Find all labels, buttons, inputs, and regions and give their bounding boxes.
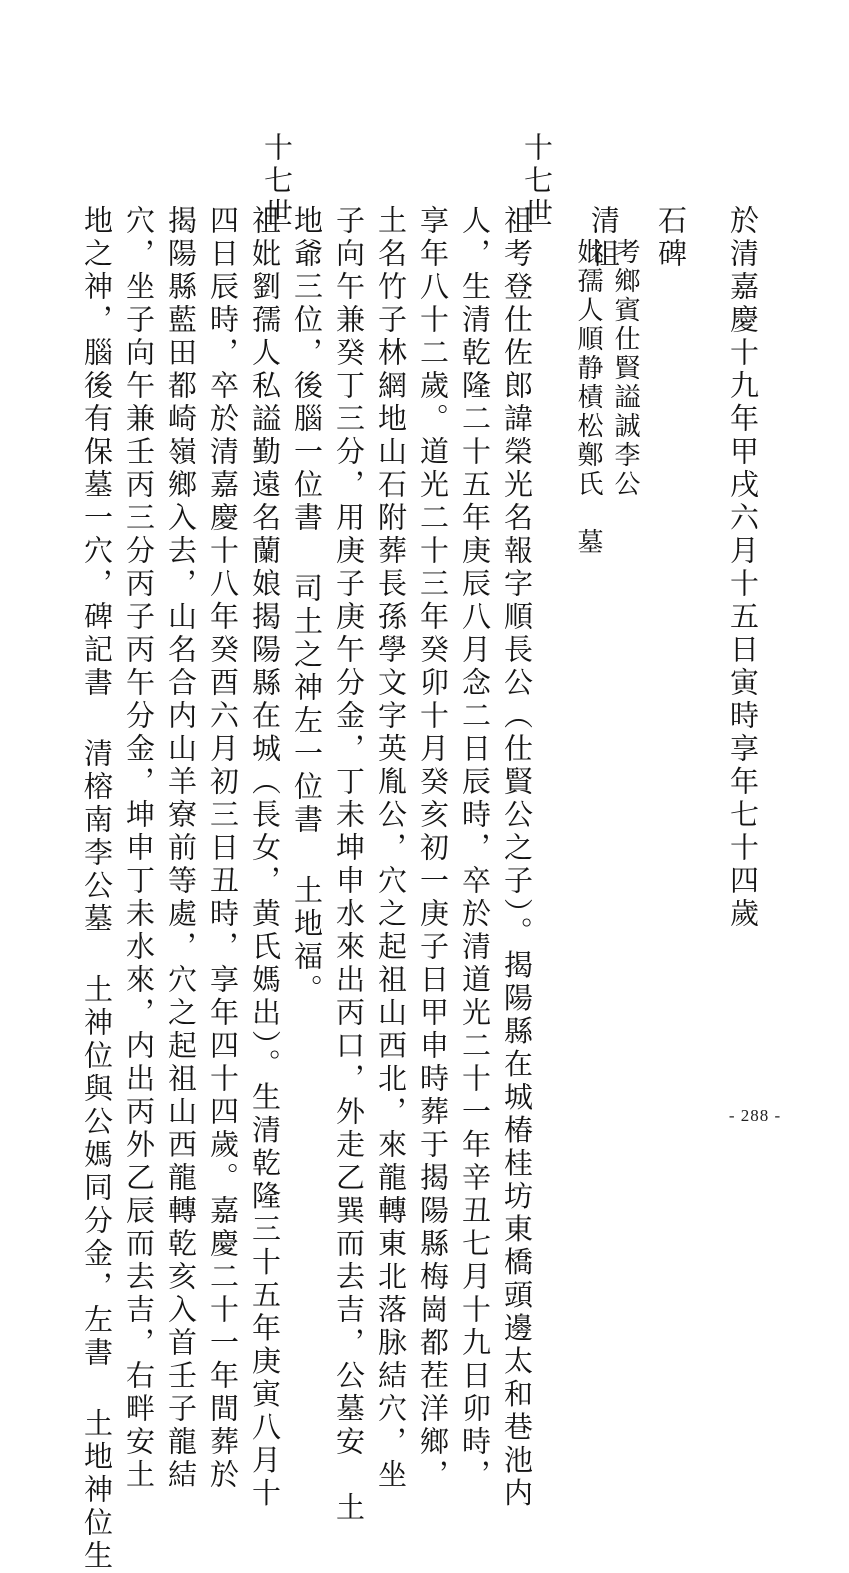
text-column-5: 妣孺人順静樍松鄭氏 墓: [573, 238, 603, 557]
text-column-8: 人，生清乾隆二十五年庚辰八月念二日辰時，卒於清道光二十一年辛丑七月十九日卯時，: [458, 205, 492, 1492]
text-column-10: 土名竹子林網地山石附葬長孫學文字英胤公，穴之起祖山西北，來龍轉東北落脉結穴，坐: [374, 205, 408, 1492]
text-column-11: 子向午兼癸丁三分，用庚子庚午分金，丁未坤申水來出丙口，外走乙巽而去吉，公墓安 土: [332, 205, 366, 1525]
text-column-14: 祖妣劉孺人私謚勤遠名蘭娘揭陽縣在城（長女，黄氏媽出）。生清乾隆三十五年庚寅八月十: [248, 205, 282, 1511]
text-column-15: 四日辰時，卒於清嘉慶十八年癸酉六月初三日丑時，享年四十四歲。嘉慶二十一年間葬於: [206, 205, 240, 1492]
text-column-3: 考鄉賓仕賢謚誠李公: [610, 238, 640, 499]
text-column-2: 石碑: [654, 205, 688, 271]
text-column-12: 地爺三位，後腦一位書 司土之神左一位書 土地福。: [290, 205, 324, 1007]
text-column-18: 地之神，腦後有保墓一穴，碑記書 清榕南李公墓 土神位與公媽同分金，左書 土地神位生: [80, 205, 114, 1573]
text-column-4: 清祖: [587, 205, 621, 271]
generation-heading: 十七世: [260, 132, 294, 231]
page-number: - 288 -: [728, 1106, 782, 1125]
text-column-1: 於清嘉慶十九年甲戌六月十五日寅時享年七十四歲: [726, 205, 760, 931]
text-column-17: 穴，坐子向午兼壬丙三分丙子丙午分金，坤申丁未水來，内出丙外乙辰而去吉，右畔安土: [122, 205, 156, 1492]
text-column-9: 享年八十二歲。道光二十三年癸卯十月癸亥初一庚子日甲申時葬于揭陽縣梅崗都茬洋鄉，: [416, 205, 450, 1492]
text-column-7: 祖考登仕佐郎諱榮光名報字順長公（仕賢公之子）。揭陽縣在城椿桂坊東橋頭邊太和巷池内: [500, 205, 534, 1511]
generation-heading: 十七世: [520, 132, 554, 231]
text-column-16: 揭陽縣藍田都崎嶺鄉入去，山名合内山羊寮前等處，穴之起祖山西龍轉乾亥入首壬子龍結: [164, 205, 198, 1492]
